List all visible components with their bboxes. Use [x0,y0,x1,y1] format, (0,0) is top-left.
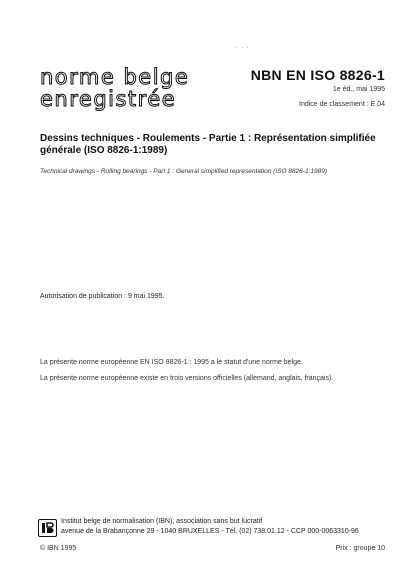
publication-authorization: Autorisation de publication : 9 mai 1995. [40,293,165,300]
brand-line-2: enregistrée [40,87,177,111]
brand-line-1: norme belge [40,65,190,89]
standard-number: NBN EN ISO 8826-1 [250,67,385,83]
title-french: Dessins techniques - Roulements - Partie 1 : Représentation simplifiée générale (ISO 8826-1:1989) [40,133,376,156]
copyright-notice: © IBN 1995 [40,545,77,552]
ibn-logo-icon [38,519,57,537]
brand-wordmark [40,66,189,110]
institute-name: Institut belge de normalisation (IBN), association sans but lucratif [61,518,263,525]
versions-paragraph: La présente norme européenne existe en trois versions officielles (allemand, anglais, français). [40,375,334,382]
price-group: Prix : groupe 10 [335,545,385,552]
header-dots: . . . [236,44,250,50]
status-paragraph: La présente norme européenne EN ISO 8826-1 : 1995 a le statut d'une norme belge. [40,359,303,366]
standard-date: 1e éd., mai 1995 [332,86,385,93]
title-english: Technical drawings - Rolling bearings - Part 1 : General simplified representation (ISO 8826-1:1989) [40,168,327,175]
classification-index: Indice de classement : E 04 [299,101,385,108]
institute-address: avenue de la Brabançonne 29 - 1040 BRUXELLES - Tél. (02) 738.01.12 - CCP 000-0063310-96 [61,528,359,535]
